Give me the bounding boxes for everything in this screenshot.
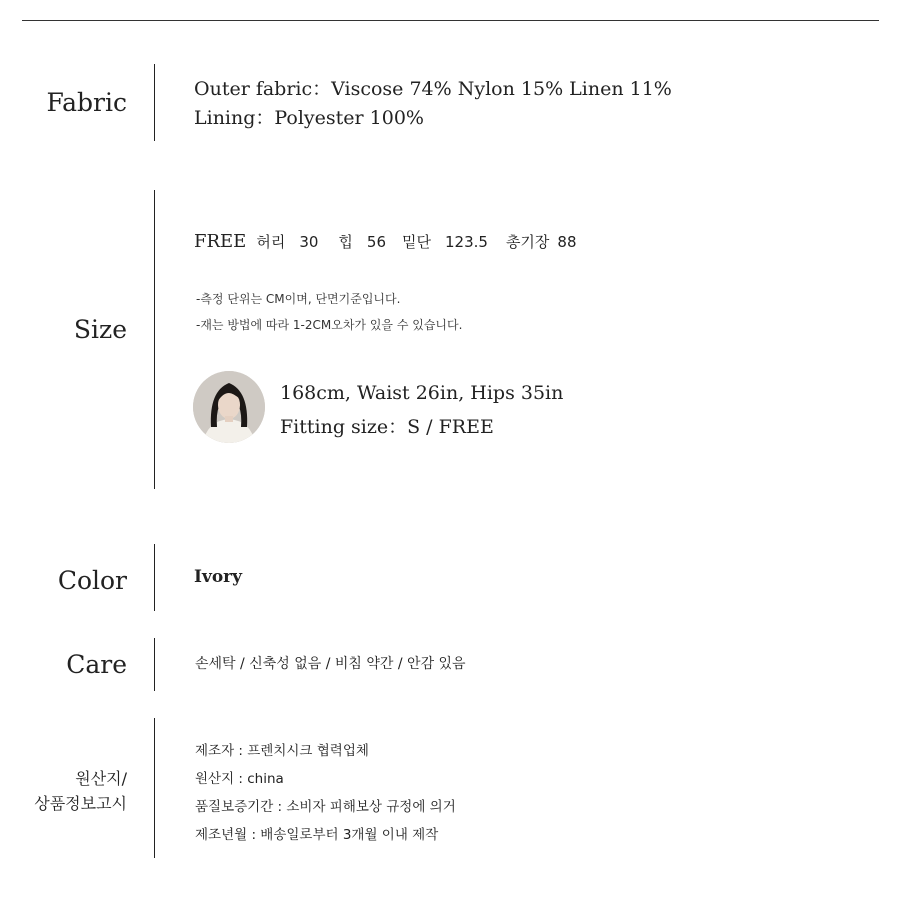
notice-divider [154, 718, 155, 858]
fabric-outer: Outer fabric：Viscose 74% Nylon 15% Linen 11% [194, 78, 672, 100]
notice-label-line1: 원산지/ [75, 769, 127, 788]
care-value: 손세탁 / 신축성 없음 / 비침 약간 / 안감 있음 [195, 656, 466, 672]
notice-warranty: 품질보증기간 : 소비자 피해보상 규정에 의거 [195, 799, 456, 815]
color-label: Color [57, 566, 127, 595]
notice-manufacture-date: 제조년월 : 배송일로부터 3개월 이내 제작 [195, 827, 439, 843]
size-measurements [194, 231, 577, 252]
hip-value: 56 [366, 233, 386, 251]
notice-label-line2: 상품정보고시 [34, 794, 127, 813]
size-note-unit: -측정 단위는 CM이며, 단면기준입니다. [196, 292, 401, 306]
size-note-tolerance: -재는 방법에 따라 1-2CM오차가 있을 수 있습니다. [196, 318, 463, 332]
waist-value: 30 [299, 233, 319, 251]
care-divider [154, 638, 155, 691]
fabric-divider [154, 64, 155, 141]
hem-label: 밑단 [402, 233, 431, 251]
fabric-lining: Lining：Polyester 100% [194, 107, 424, 129]
length-value: 88 [557, 233, 577, 251]
color-value: Ivory [194, 567, 243, 587]
length-label: 총기장 [505, 233, 550, 251]
size-divider [154, 190, 155, 489]
model-avatar [193, 371, 265, 443]
color-divider [154, 544, 155, 611]
waist-label: 허리 [256, 233, 286, 251]
care-label: Care [66, 650, 127, 679]
fabric-label: Fabric [46, 88, 127, 117]
hip-label: 힙 [338, 233, 353, 251]
top-divider [22, 20, 879, 21]
hem-value: 123.5 [444, 233, 488, 251]
model-measurements: 168cm, Waist 26in, Hips 35in [280, 382, 564, 404]
notice-origin: 원산지 : china [195, 771, 284, 787]
model-fitting-size: Fitting size：S / FREE [280, 416, 494, 438]
size-free: FREE [194, 231, 247, 252]
notice-manufacturer: 제조자 : 프렌치시크 협력업체 [195, 743, 369, 759]
size-label: Size [73, 315, 127, 344]
